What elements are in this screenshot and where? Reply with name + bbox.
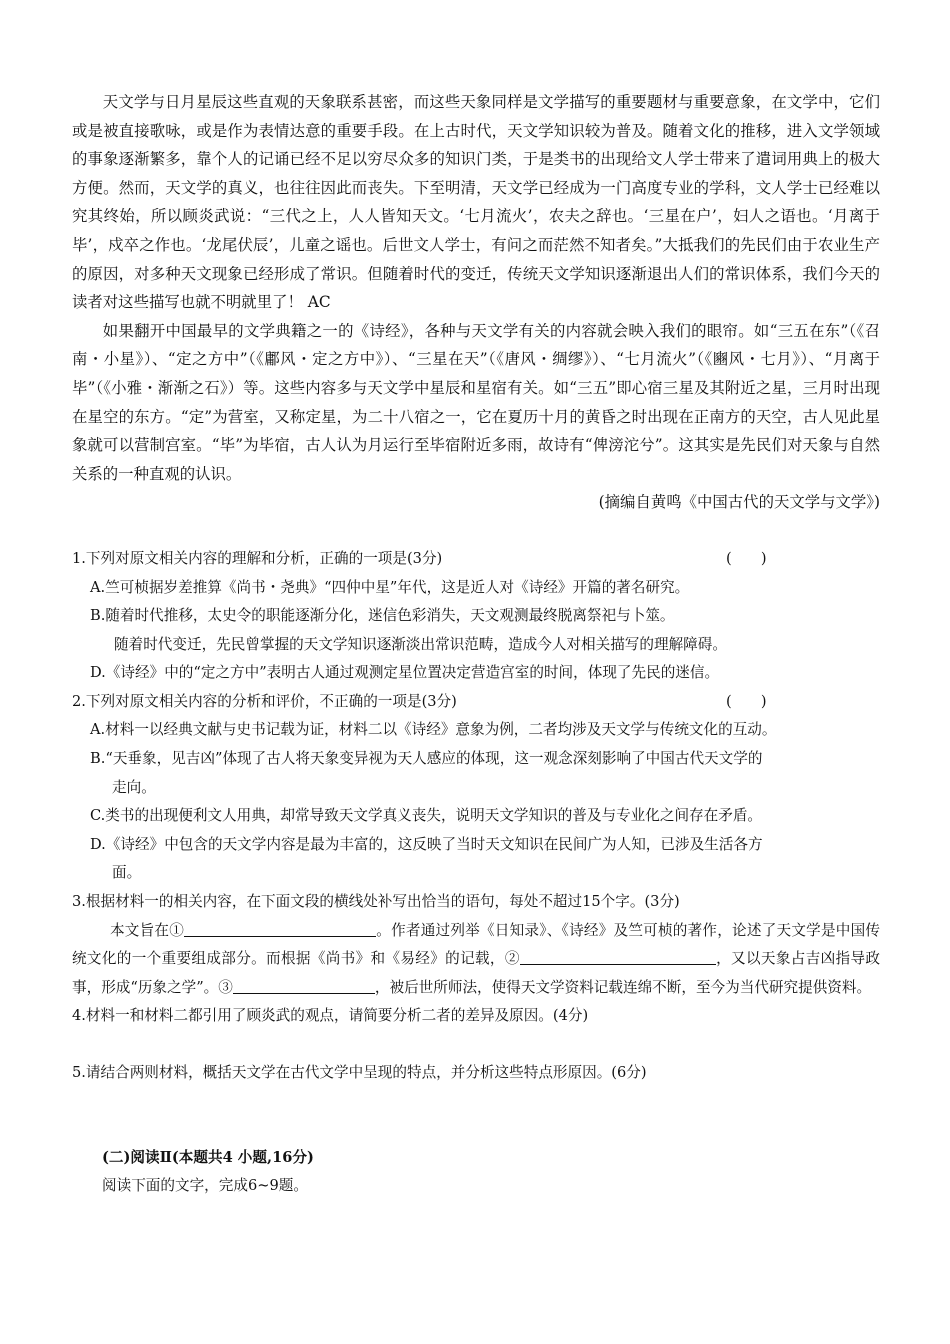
answer-space-5 bbox=[72, 1088, 880, 1144]
question-3-blank-2[interactable] bbox=[520, 947, 716, 965]
question-2-answer-paren: ( ) bbox=[726, 692, 767, 710]
question-3-segment-4: ，被后世所师法，使得天文学资料记载连绵不断，至今为当代研究提供资料。 bbox=[374, 978, 872, 996]
question-1-option-a: A.竺可桢据岁差推算《尚书・尧典》“四仲中星”年代，这是近人对《诗经》开篇的著名研究。 bbox=[90, 578, 690, 596]
question-3-segment-2: 。作者通过列举《日知录》、《诗经》及竺可桢的著作，论述了天文学是中国传统文化的一个重要组成部分。而根据《尚书》和《易经》的记载，② bbox=[72, 921, 880, 968]
question-3-fill-text bbox=[72, 917, 880, 1003]
question-1-answer-paren: ( ) bbox=[726, 549, 767, 567]
question-1 bbox=[72, 545, 880, 574]
question-3-segment-1: 本文旨在① bbox=[109, 921, 185, 939]
question-3-blank-1[interactable] bbox=[184, 919, 376, 937]
question-1-stem: 1.下列对原文相关内容的理解和分析，正确的一项是(3分) bbox=[72, 549, 443, 567]
passage-source: (摘编自黄鸣《中国古代的天文学与文学》) bbox=[598, 493, 880, 512]
question-2-option-d-line-1: D.《诗经》中包含的天文学内容是最为丰富的，这反映了当时天文知识在民间广为人知，已涉及生活各方 bbox=[90, 835, 763, 853]
question-2 bbox=[72, 688, 880, 717]
question-5-stem: 5.请结合两则材料，概括天文学在古代文学中呈现的特点，并分析这些特点形原因。(6分) bbox=[72, 1064, 647, 1081]
question-2-stem: 2.下列对原文相关内容的分析和评价，不正确的一项是(3分) bbox=[72, 692, 457, 710]
spacer bbox=[72, 517, 880, 545]
question-3-stem: 3.根据材料一的相关内容，在下面文段的横线处补写出恰当的语句，每处不超过15个字。(3分) bbox=[72, 893, 680, 911]
section-2-instruction: 阅读下面的文字，完成6~9题。 bbox=[102, 1177, 308, 1195]
question-3-segment-3: ，又以天象占吉凶指导政事，形成“历象之学”。③ bbox=[72, 950, 880, 996]
question-2-option-c: C.类书的出现便利文人用典，却常导致天文学真义丧失，说明天文学知识的普及与专业化之间存在矛盾。 bbox=[90, 807, 763, 825]
passage-paragraph-1: 天文学与日月星辰这些直观的天象联系甚密，而这些天象同样是文学描写的重要题材与重要意象，在文学中，它们或是被直接歌咏，或是作为表情达意的重要手段。在上古时代，天文学知识较为普及。随着文化的推移，进入文学领域的事象逐渐繁多，靠个人的记诵已经不足以穷尽众多的知识门类，于是类书的出现给文人学士带来了遣词用典上的极大方便。然而，天文学的真义，也往往因此而丧失。下至明清，天文学已经成为一门高度专业的学科，文人学士已经难以究其终始，所以顾炎武说：“三代之上，人人皆知天文。‘七月流火’，农夫之辞也。‘三星在户’，妇人之语也。‘月离于毕’，戍卒之作也。‘龙尾伏辰’，儿童之谣也。后世文人学士，有问之而茫然不知者矣。”大抵我们的先民们由于农业生产的原因，对多种天文现象已经形成了常识。但随着时代的变迁，传统天文学知识逐渐退出人们的常识体系，我们今天的读者对这些描写也就不明就里了！ AC bbox=[72, 93, 880, 312]
section-2-title: (二)阅读Ⅱ(本题共4 小题,16分) bbox=[102, 1148, 314, 1166]
question-2-option-b-line-2: 走向。 bbox=[112, 778, 156, 796]
question-2-option-b-line-1: B.“天垂象，见吉凶”体现了古人将天象变异视为天人感应的体现，这一观念深刻影响了中国古代天文学的 bbox=[90, 750, 763, 768]
exam-page bbox=[72, 88, 880, 1201]
question-1-option-d: D.《诗经》中的“定之方中”表明古人通过观测定星位置决定营造宫室的时间，体现了先民的迷信。 bbox=[90, 664, 720, 682]
passage-paragraph-2: 如果翻开中国最早的文学典籍之一的《诗经》，各种与天文学有关的内容就会映入我们的眼帘。如“三五在东”（《召南・小星》）、“定之方中”（《鄘风・定之方中》）、“三星在天”（《唐风・绸缪》）、“七月流火”（《豳风・七月》）、“月离于毕”（《小雅・渐渐之石》）等。这些内容多与天文学中星辰和星宿有关。如“三五”即心宿三星及其附近之星，三月时出现在星空的东方。“定”为营室，又称定星，为二十八宿之一，它在夏历十月的黄昏之时出现在正南方的天空，古人见此星象就可以营制宫室。“毕”为毕宿，古人认为月运行至毕宿附近多雨，故诗有“俾滂沱兮”。这其实是先民们对天象与自然关系的一种直观的认识。 bbox=[72, 321, 880, 483]
question-1-option-c: 随着时代变迁，先民曾掌握的天文学知识逐渐淡出常识范畴，造成今人对相关描写的理解障碍。 bbox=[114, 635, 727, 653]
question-3-blank-3[interactable] bbox=[233, 976, 375, 994]
question-1-option-b: B.随着时代推移，太史令的职能逐渐分化，迷信色彩消失，天文观测最终脱离祭祀与卜筮。 bbox=[90, 607, 675, 625]
question-4-stem: 4.材料一和材料二都引用了顾炎武的观点，请简要分析二者的差异及原因。(4分) bbox=[72, 1007, 589, 1025]
question-2-option-d-line-2: 面。 bbox=[112, 864, 142, 882]
question-2-option-a: A.材料一以经典文献与史书记载为证，材料二以《诗经》意象为例，二者均涉及天文学与传统文化的互动。 bbox=[90, 721, 777, 739]
answer-space-4 bbox=[72, 1031, 880, 1059]
